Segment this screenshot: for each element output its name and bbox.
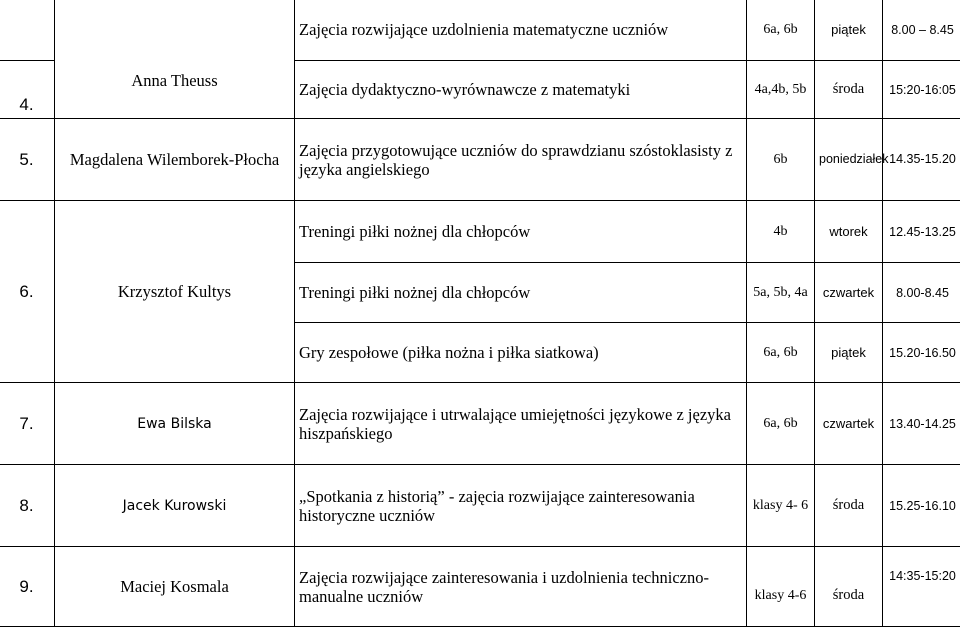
table-row (0, 465, 960, 547)
activity-name: Zajęcia przygotowujące uczniów do sprawdzianu szóstoklasisty z języka angielskiego (295, 119, 747, 201)
time-slot: 14:35-15:20 (883, 547, 960, 627)
row-number: 6. (0, 201, 55, 383)
time-slot: 8.00 – 8.45 (883, 0, 960, 61)
time-slot: 13.40-14.25 (883, 383, 960, 465)
day-of-week: wtorek (815, 201, 883, 263)
day-of-week: środa (815, 465, 883, 547)
teacher-name: Maciej Kosmala (55, 547, 295, 627)
activity-name: „Spotkania z historią” - zajęcia rozwijające zainteresowania historyczne uczniów (295, 465, 747, 547)
class-list: 4a,4b, 5b (747, 61, 815, 119)
class-list: 6b (747, 119, 815, 201)
activity-name: Gry zespołowe (piłka nożna i piłka siatkowa) (295, 323, 747, 383)
teacher-name (55, 0, 295, 61)
time-slot: 15:20-16:05 (883, 61, 960, 119)
table-row (0, 0, 960, 61)
activity-name: Treningi piłki nożnej dla chłopców (295, 201, 747, 263)
table-row (0, 61, 960, 119)
activity-name: Treningi piłki nożnej dla chłopców (295, 263, 747, 323)
teacher-name: Anna Theuss (55, 61, 295, 119)
row-number (0, 0, 55, 61)
class-list: 4b (747, 201, 815, 263)
day-of-week: czwartek (815, 383, 883, 465)
table-row (0, 201, 960, 263)
row-number: 5. (0, 119, 55, 201)
row-number: 4. (0, 61, 55, 119)
day-of-week: czwartek (815, 263, 883, 323)
activity-name: Zajęcia rozwijające zainteresowania i uzdolnienia techniczno-manualne uczniów (295, 547, 747, 627)
row-number: 8. (0, 465, 55, 547)
row-number: 7. (0, 383, 55, 465)
activity-name: Zajęcia rozwijające uzdolnienia matematyczne uczniów (295, 0, 747, 61)
time-slot: 12.45-13.25 (883, 201, 960, 263)
time-slot: 14.35-15.20 (883, 119, 960, 201)
class-list: klasy 4-6 (747, 547, 815, 627)
day-of-week: środa (815, 61, 883, 119)
day-of-week: poniedziałek (815, 119, 883, 201)
activity-name: Zajęcia rozwijające i utrwalające umiejętności językowe z języka hiszpańskiego (295, 383, 747, 465)
row-number: 9. (0, 547, 55, 627)
table-row (0, 383, 960, 465)
activity-name: Zajęcia dydaktyczno-wyrównawcze z matematyki (295, 61, 747, 119)
table-row (0, 119, 960, 201)
class-list: 5a, 5b, 4a (747, 263, 815, 323)
time-slot: 8.00-8.45 (883, 263, 960, 323)
teacher-name: Krzysztof Kultys (55, 201, 295, 383)
time-slot: 15.25-16.10 (883, 465, 960, 547)
table-row (0, 547, 960, 627)
teacher-name: Ewa Bilska (55, 383, 295, 465)
teacher-name: Magdalena Wilemborek-Płocha (55, 119, 295, 201)
time-slot: 15.20-16.50 (883, 323, 960, 383)
class-list: 6a, 6b (747, 383, 815, 465)
class-list: 6a, 6b (747, 323, 815, 383)
teacher-name: Jacek Kurowski (55, 465, 295, 547)
class-list: klasy 4- 6 (747, 465, 815, 547)
class-list: 6a, 6b (747, 0, 815, 61)
day-of-week: środa (815, 547, 883, 627)
day-of-week: piątek (815, 0, 883, 61)
day-of-week: piątek (815, 323, 883, 383)
